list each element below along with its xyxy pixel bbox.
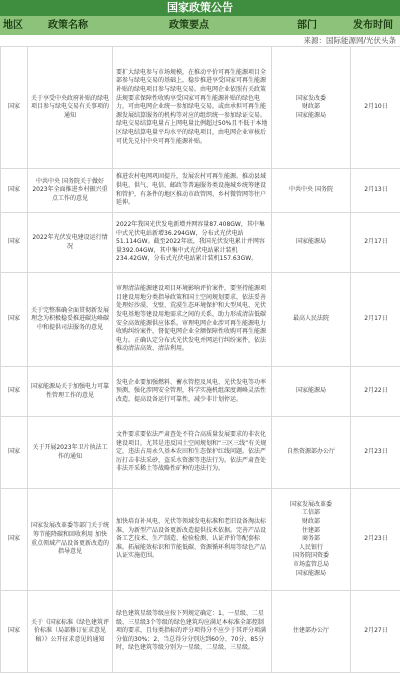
header-name: 政策名称: [48, 20, 88, 31]
cell-region: 国家: [1, 213, 28, 273]
source-note: 来源：国际能源网/光伏头条: [303, 36, 396, 45]
cell-name: 国家能源局关于加强电力可靠性管理工作的意见: [28, 367, 113, 417]
cell-dept: 自然资源部办公厅: [272, 417, 351, 489]
policy-table: [0, 46, 400, 673]
cell-dept: 国家能源局: [272, 213, 351, 273]
table-row: [1, 489, 400, 591]
cell-date: 2月17日: [351, 273, 400, 367]
header-points: 政策要点: [169, 20, 209, 31]
table-row: [1, 417, 400, 489]
cell-date: 2月27日: [351, 591, 400, 673]
cell-region: 国家: [1, 47, 28, 169]
cell-name: 关于享受中央政府补贴的绿电项目参与绿电交易有关事项的通知: [28, 47, 113, 169]
table-row: [1, 591, 400, 673]
table-row: [1, 273, 400, 367]
cell-points: 推进农村电网巩固提升，发展农村可再生能源。推动县域供电、供气、电信、邮政等普遍服务类设施城乡统筹建设和管护，有条件的地区推动市政管网、乡村微管网等往户延伸。: [113, 169, 272, 213]
cell-region: 国家: [1, 489, 28, 591]
cell-name: 2022年光伏发电建设运行情况: [28, 213, 113, 273]
header-date: 发布时间: [353, 20, 393, 31]
cell-points: 加快培育补风电、光伏等领域发电标准和老旧设备淘汰标准，为新型产品设备更新改造提供技术依据。完善产品设备工艺技术、生产制造、检验检测、认证评价等配套标准。拓展能效标识和节能低碳、资源循环利用等绿色产品认证实施范围。: [113, 489, 272, 591]
table-row: [1, 367, 400, 417]
header-region: 地区: [3, 20, 23, 31]
cell-region: 国家: [1, 367, 28, 417]
cell-name: 关于开展2023年卫片执法工作的通知: [28, 417, 113, 489]
cell-dept: 最高人民法院: [272, 273, 351, 367]
cell-dept: 中共中央 国务院: [272, 169, 351, 213]
cell-region: 国家: [1, 417, 28, 489]
cell-name: 中共中央 国务院关于做好2023年全面推进乡村振兴重点工作的意见: [28, 169, 113, 213]
cell-points: 审理清洁能源建设项目环境影响评价案件，要坚持能源项目建设用地分类指导政策和国土空间规划要求，依法妥善处理好沙漠、戈壁、荒漠生态环境保护和大型风电、光伏发电基地等建设用地需求之间的关系，助力形成清洁低碳安全高效能源供应体系。审理电网企业涉可再生能源电力收购纠纷案件，督促电网企业全额保障性收购可再生能源电力。正确认定分布式光伏发电并网运行纠纷案件，依法推动清洁高效、清洁利用。: [113, 273, 272, 367]
cell-dept: 国家发改委 财政部 国家能源局: [272, 47, 351, 169]
cell-name: 关于完整准确全面贯彻新发展理念为积极稳妥推进碳达峰碳中和提供司法服务的意见: [28, 273, 113, 367]
cell-points: 发电企业要加强燃料、蓄水管控及风电、光伏发电等功率预测，强化涉网安全管理，科学实施机组深度调峰灵活性改造，提高设备运行可靠性，减少非计划停运。: [113, 367, 272, 417]
cell-region: 国家: [1, 591, 28, 673]
cell-points: 绿色建筑星级等级应按下列规定确定：1、一星级、二星级、三星级3个等级的绿色建筑均应满足本标准全部控制项的要求，且每类指标的评分项得分不应少于其评分项满分值的30%；2、当总得分分别达到60分、70分、85分时，绿色建筑等级分别为一星级、二星级、三星级。: [113, 591, 272, 673]
cell-dept: 国家能源局: [272, 367, 351, 417]
table-header: [0, 16, 400, 35]
page-title: 国家政策公告: [0, 0, 400, 16]
cell-points: 文件要求要依法严肃查处不符合高质量发展要求的非农化建设项目，尤其是违反国土空间规划和“三区三线”有关规定，违法占用永久基本农田和生态保护红线问题。依法严厉打击非法采砂，盗采水资源等违法行为。依法严肃查处非法开采稀土等战略性矿种的违法行为。: [113, 417, 272, 489]
table-row: [1, 169, 400, 213]
cell-date: 2月13日: [351, 169, 400, 213]
cell-date: 2月10日: [351, 47, 400, 169]
table-row: [1, 213, 400, 273]
cell-region: 国家: [1, 169, 28, 213]
cell-points: 2022年我国光伏发电新增并网容量87.408GW，其中集中式光伏电站新增36.294GW，分布式光伏电站51.114GW。截至2022年底，我国光伏发电累计并网容量392.04GW，其中集中式光伏电站累计装机234.42GW，分布式光伏电站累计装机157.63GW。: [113, 213, 272, 273]
cell-dept: 住建部办公厅: [272, 591, 351, 673]
table-row: [1, 47, 400, 169]
cell-date: 2月23日: [351, 417, 400, 489]
header-dept: 部门: [297, 20, 317, 31]
cell-dept: 国家发展改革委 工信部 财政部 住建部 商务部 人民银行 国务院国资委 市场监管总局 国家能源局: [272, 489, 351, 591]
cell-date: 2月17日: [351, 213, 400, 273]
cell-date: 2月23日: [351, 489, 400, 591]
cell-name: 关于《国家标准《绿色建筑评价标准（局部修订征求意见稿）》公开征求意见的通知: [28, 591, 113, 673]
cell-name: 国家发展改革委等部门关于统筹节能降碳和回收利用 加快重点领域产品设备更新改造的指导意见: [28, 489, 113, 591]
cell-points: 要扩大绿电参与市场规模，在推动平价可再生能源项目全部参与绿电交易的基础上，稳步推进享受国家可再生能源补贴的绿电项目参与绿电交易。由电网企业依照有关政策法规要求保障性收购享受国家可再生能源补贴的绿色电力，可由电网企业统一参加绿电交易，或由承担可再生能源发展结算服务的机构等对应的组织统一参加绿证交易。 绿电交易结算电量占上网电量比例超过50%且不低于本地区绿电结算电量平均水平的绿电项目，由电网企业审核后可优先兑付中央可再生能源补贴。: [113, 47, 272, 169]
cell-date: 2月22日: [351, 367, 400, 417]
cell-region: 国家: [1, 273, 28, 367]
